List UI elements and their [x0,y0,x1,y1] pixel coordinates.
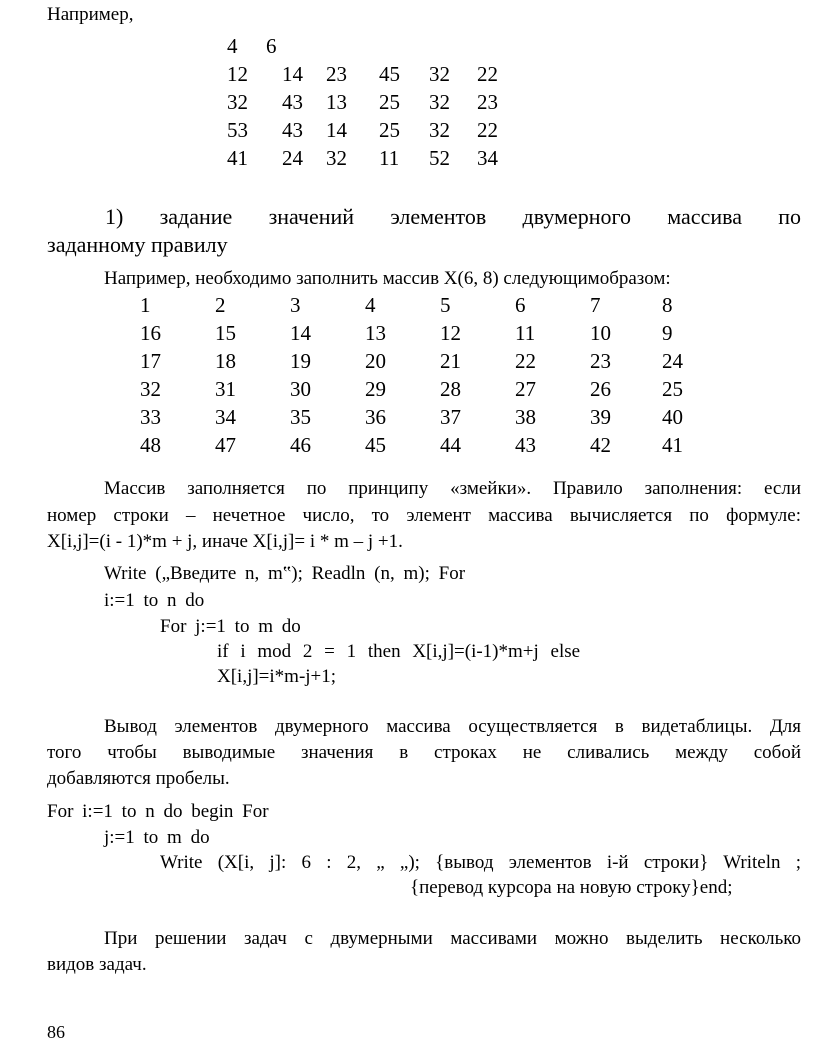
matrix-cell: 32 [429,62,450,86]
matrix-cell: 37 [440,405,461,429]
code2-line2: j:=1 to m do [104,827,210,848]
matrix-cell: 25 [662,377,683,401]
matrix-cell: 27 [515,377,536,401]
matrix-cell: 19 [290,349,311,373]
section-heading-line2: заданному правилу [47,232,228,257]
matrix-cell: 2 [215,293,226,317]
matrix-cell: 34 [477,146,498,170]
matrix-cell: 47 [215,433,236,457]
matrix-cell: 52 [429,146,450,170]
matrix-cell: 43 [282,90,303,114]
matrix-cell: 12 [227,62,248,86]
matrix-cell: 43 [282,118,303,142]
matrix-cell: 11 [379,146,400,170]
matrix-cell: 30 [290,377,311,401]
section-heading-word: массива [667,204,742,229]
matrix-cell: 13 [326,90,347,114]
code2-line3: Write (X[i, j]: 6 : 2, „ „); {вывод элементов i-й строки} Writeln ; [160,852,801,873]
matrix-cell: 11 [515,321,536,345]
section-heading-word: задание [159,204,233,229]
para-output-line1 [47,716,801,738]
matrix-cell: 32 [429,90,450,114]
matrix-cell: 24 [282,146,303,170]
matrix-cell: 32 [326,146,347,170]
matrix-cell: 25 [379,90,400,114]
matrix-cell: 45 [379,62,400,86]
matrix-cell: 4 [227,34,238,58]
matrix-cell: 9 [662,321,673,345]
matrix-cell: 22 [477,62,498,86]
matrix-cell: 21 [440,349,461,373]
matrix-cell: 36 [365,405,386,429]
matrix-cell: 14 [326,118,347,142]
matrix-cell: 39 [590,405,611,429]
matrix-cell: 41 [662,433,683,457]
section-heading-word: двумерного [522,204,632,229]
matrix-cell: 48 [140,433,161,457]
matrix-cell: 17 [140,349,161,373]
page-number: 86 [47,1022,65,1042]
matrix-cell: 13 [365,321,386,345]
matrix-cell: 6 [515,293,526,317]
matrix-cell: 8 [662,293,673,317]
matrix-cell: 32 [140,377,161,401]
code2-line1: For i:=1 to n do begin For [47,801,269,822]
matrix-cell: 32 [429,118,450,142]
matrix-cell: 41 [227,146,248,170]
matrix-cell: 14 [282,62,303,86]
matrix-cell: 26 [590,377,611,401]
matrix-cell: 44 [440,433,461,457]
matrix-cell: 23 [590,349,611,373]
matrix-cell: 3 [290,293,301,317]
matrix-cell: 18 [215,349,236,373]
matrix-cell: 14 [290,321,311,345]
matrix-cell: 15 [215,321,236,345]
matrix-cell: 33 [140,405,161,429]
matrix-cell: 25 [379,118,400,142]
matrix-cell: 20 [365,349,386,373]
matrix-cell: 22 [477,118,498,142]
code1-line5: X[i,j]=i*m-j+1; [217,666,337,687]
matrix-cell: 38 [515,405,536,429]
code1-line2: i:=1 to n do [104,590,205,611]
text: Вывод элементов двумерного массива осуществляется в видетаблицы. Для [104,716,801,737]
matrix-cell: 7 [590,293,601,317]
code1-line3: For j:=1 to m do [160,616,301,637]
para-snake-line3: X[i,j]=(i - 1)*m + j, иначе X[i,j]= i * m – j +1. [47,531,403,552]
matrix-cell: 43 [515,433,536,457]
matrix-cell: 29 [365,377,386,401]
matrix-cell: 46 [290,433,311,457]
para-output-line2: того чтобы выводимые значения в строках не сливались между собой [47,742,801,763]
section-heading-word: 1) [105,204,124,229]
matrix-2 [0,0,816,470]
para-tasks-line1 [47,928,801,950]
matrix-cell: 53 [227,118,248,142]
matrix-cell: 12 [440,321,461,345]
matrix-cell: 40 [662,405,683,429]
para-tasks-line2: видов задач. [47,954,147,975]
matrix-cell: 22 [515,349,536,373]
matrix-cell: 6 [266,34,277,58]
matrix-cell: 4 [365,293,376,317]
para-output-line3: добавляются пробелы. [47,768,230,789]
matrix-cell: 42 [590,433,611,457]
matrix-cell: 10 [590,321,611,345]
matrix-cell: 34 [215,405,236,429]
text: Массив заполняется по принципу «змейки». Правило заполнения: если [104,478,801,499]
matrix-cell: 23 [477,90,498,114]
matrix-cell: 16 [140,321,161,345]
matrix-cell: 28 [440,377,461,401]
section-heading-word: элементов [390,204,487,229]
matrix-cell: 31 [215,377,236,401]
matrix-cell: 23 [326,62,347,86]
matrix-cell: 45 [365,433,386,457]
text: При решении задач с двумерными массивами можно выделить несколько [104,928,801,949]
example-intro: Например, необходимо заполнить массив X(6, 8) следующимобразом: [104,268,671,289]
para-snake-line1 [47,478,801,500]
matrix-cell: 5 [440,293,451,317]
section-heading-word: значений [268,204,355,229]
code2-line4: {перевод курсора на новую строку}end; [410,877,733,898]
code1-line1: Write („Введите n, m‟); Readln (n, m); For [104,563,466,584]
matrix-cell: 1 [140,293,151,317]
example-label: Например, [47,4,134,25]
para-snake-line2: номер строки – нечетное число, то элемент массива вычисляется по формуле: [47,505,801,526]
matrix-cell: 35 [290,405,311,429]
matrix-cell: 32 [227,90,248,114]
matrix-cell: 24 [662,349,683,373]
code1-line4: if i mod 2 = 1 then X[i,j]=(i-1)*m+j else [217,641,581,662]
section-heading-word: по [778,204,801,229]
